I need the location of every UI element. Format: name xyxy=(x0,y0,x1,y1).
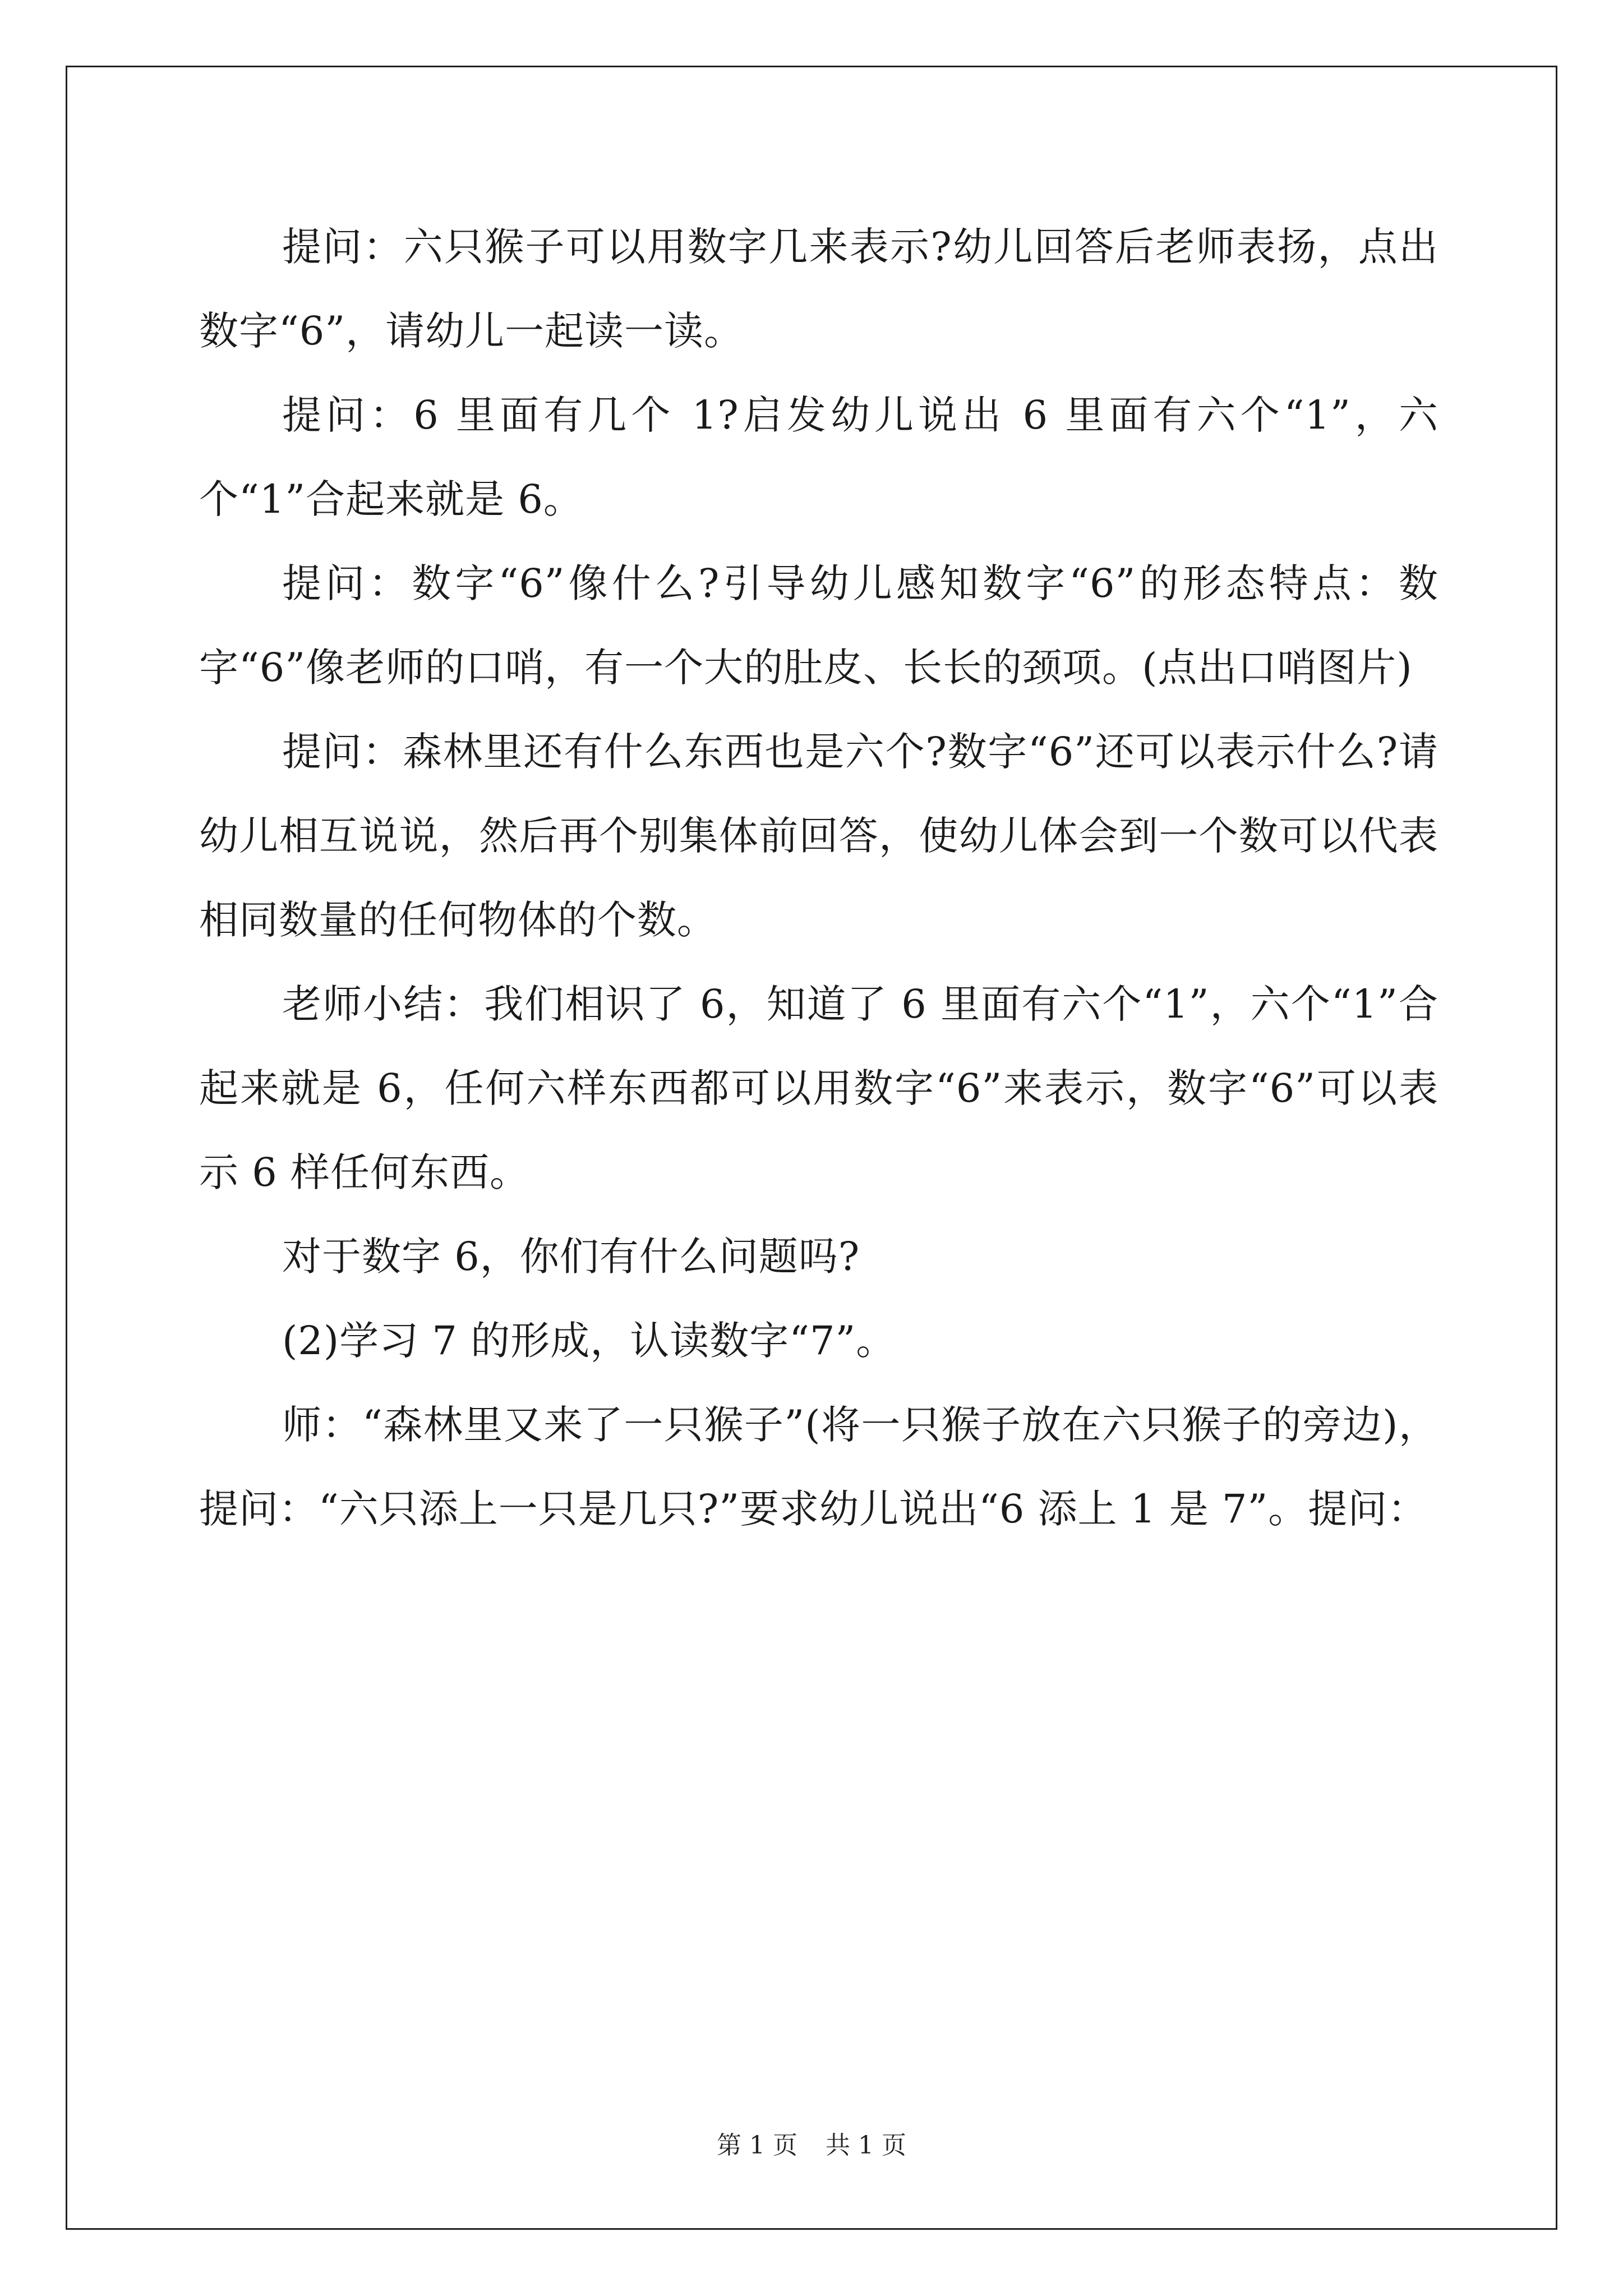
paragraph: 对于数字 6，你们有什么问题吗? xyxy=(282,1234,860,1280)
paragraph: (2)学习 7 的形成，认读数字“7”。 xyxy=(282,1318,896,1364)
document-body xyxy=(199,205,1438,1551)
page-footer xyxy=(0,2129,1623,2162)
paragraph: 提问：6 里面有几个 1?启发幼儿说出 6 里面有六个“1”，六个“1”合起来就是 6。 xyxy=(199,392,1438,522)
paragraph: 老师小结：我们相识了 6，知道了 6 里面有六个“1”，六个“1”合起来就是 6，任何六样东西都可以用数字“6”来表示，数字“6”可以表示 6 样任何东西。 xyxy=(199,981,1438,1195)
page-number: 第 1 页 xyxy=(717,2131,797,2160)
page-total: 共 1 页 xyxy=(826,2131,906,2160)
paragraph: 提问：六只猴子可以用数字几来表示?幼儿回答后老师表扬，点出数字“6”，请幼儿一起读一读。 xyxy=(199,224,1438,354)
paragraph: 师：“森林里又来了一只猴子”(将一只猴子放在六只猴子的旁边)，提问：“六只添上一只是几只?”要求幼儿说出“6 添上 1 是 7”。提问： xyxy=(199,1402,1438,1532)
paragraph: 提问：数字“6”像什么?引导幼儿感知数字“6”的形态特点：数字“6”像老师的口哨，有一个大的肚皮、长长的颈项。(点出口哨图片) xyxy=(199,560,1438,691)
paragraph: 提问：森林里还有什么东西也是六个?数字“6”还可以表示什么?请幼儿相互说说，然后再个别集体前回答，使幼儿体会到一个数可以代表相同数量的任何物体的个数。 xyxy=(199,729,1438,943)
